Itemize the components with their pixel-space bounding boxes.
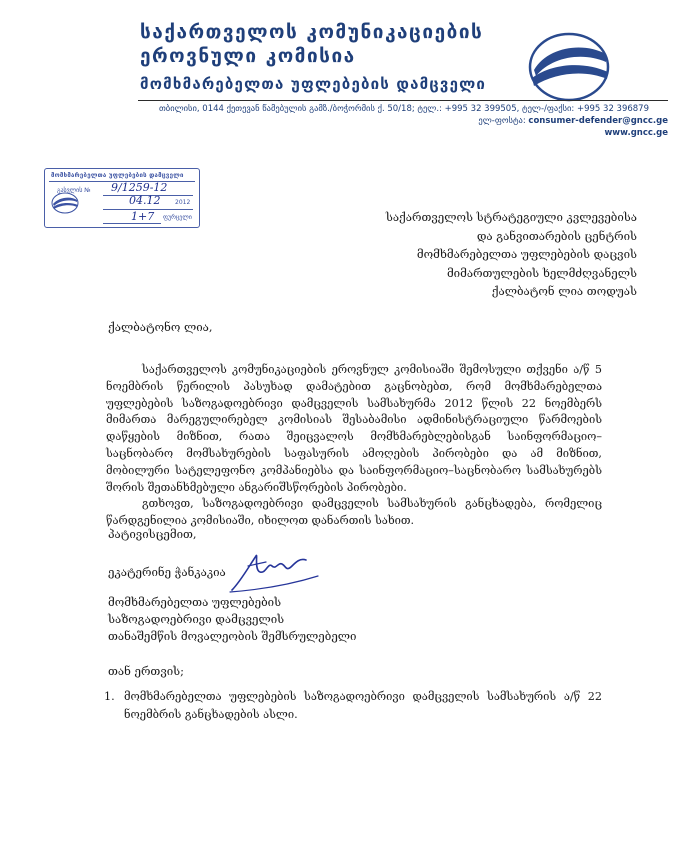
signer-title-line: თანაშემწის მოვალეობის შემსრულებელი: [108, 629, 357, 643]
enclosure-list: [104, 688, 602, 724]
stamp-title: მომხმარებელთა უფლებების დამცველი: [51, 172, 184, 179]
stamp-pages-label: ფურცელი: [163, 214, 192, 221]
enclosure-item-text: მომხმარებელთა უფლებების საზოგადოებრივი დამცველის სამსახურის ა/წ 22 ნოემბრის განცხადების ასლი.: [124, 690, 602, 721]
website-line: [140, 127, 668, 139]
stamp-date: 04.12: [129, 194, 161, 207]
stamp-number: 9/1259-12: [111, 181, 168, 194]
website-link[interactable]: www.gncc.ge: [604, 128, 668, 138]
email-link[interactable]: consumer-defender@gncc.ge: [528, 116, 668, 126]
body-paragraph: საქართველოს კომუნიკაციების ეროვნულ კომისიაში შემოსული თქვენი ა/წ 5 ნოემბრის წერილის პასუხად დამატებით გაცნობებთ, რომ მომხმარებელთა უფლებების საზოგადოებრივი დამცველის სამსახურმა 2012 წლის 22 ნოემბერს მიმართა მარეგულირებელ კომისიას შესაბამისი ადმინისტრაციული წარმოების დაწყების მიზნით, რათა შეიცვალოს მომხმარებლებისგან საინფორმაციო–საცნობარო მომსახურების საფასურის ამოღების პირობები და ამ მიზნით, მობილური სატელეფონო კომპანიებსა და საინფორმაციო–საცნობარო სამსახურებს შორის შეთანხმებული ანგარიშსწორების პირობები.: [106, 363, 602, 494]
address-line: თბილისი, 0144 ქეთევან წამებულის გამზ./ბოჭორმის ქ. 50/18; ტელ.: +995 32 399505, ტელ-/ფაქსი: +995 32 396879: [159, 104, 649, 114]
email-line: [140, 115, 668, 127]
gncc-logo-icon: [528, 32, 610, 102]
enclosure-item: [104, 688, 602, 724]
signer-title-line: მომხმარებელთა უფლებების: [108, 595, 282, 609]
org-title-line-1: საქართველოს კომუნიკაციების: [140, 21, 484, 43]
handwritten-signature: [226, 546, 322, 596]
header-divider: [138, 100, 668, 101]
enclosure-item-number: 1.: [104, 690, 115, 703]
letter-body: [106, 362, 602, 530]
salutation: ქალბატონო ლია,: [108, 320, 213, 334]
signer-position: [108, 594, 356, 645]
stamp-field-line: [103, 223, 161, 224]
stamp-year: 2012: [175, 199, 191, 206]
stamp-logo-icon: [51, 192, 79, 214]
signer-title-line: საზოგადოებრივი დამცველის: [108, 612, 285, 626]
body-paragraph: გთხოვთ, საზოგადოებრივი დამცველის სამსახურის განცხადება, რომელიც წარდგენილია კომისიაში, იხილოთ დანართის სახით.: [106, 497, 602, 528]
signer-name: ეკატერინე ჭანკაკია: [108, 565, 226, 579]
registration-stamp: [44, 168, 200, 228]
organization-title: [140, 20, 486, 96]
email-label: ელ-ფოსტა:: [478, 116, 526, 126]
stamp-pages: 1+7: [131, 210, 155, 223]
addressee-line: მომხმარებელთა უფლებების დაცვის: [416, 247, 637, 261]
contact-block: [140, 103, 668, 139]
org-title-line-3: მომხმარებელთა უფლებების დამცველი: [140, 75, 487, 93]
addressee-line: მიმართულების ხელმძღვანელს: [446, 265, 637, 280]
addressee-line: საქართველოს სტრატეგიული კვლევებისა: [385, 210, 637, 224]
addressee-line: ქალბატონ ლია თოდუას: [491, 284, 637, 298]
addressee-line: და განვითარების ცენტრის: [476, 228, 637, 243]
closing-regards: პატივისცემით,: [108, 527, 197, 541]
stamp-number-label: გასვლის №: [57, 187, 91, 194]
enclosure-label: თან ერთვის;: [108, 664, 185, 678]
org-title-line-2: ეროვნული კომისია: [140, 45, 356, 67]
addressee-block: [330, 208, 637, 301]
